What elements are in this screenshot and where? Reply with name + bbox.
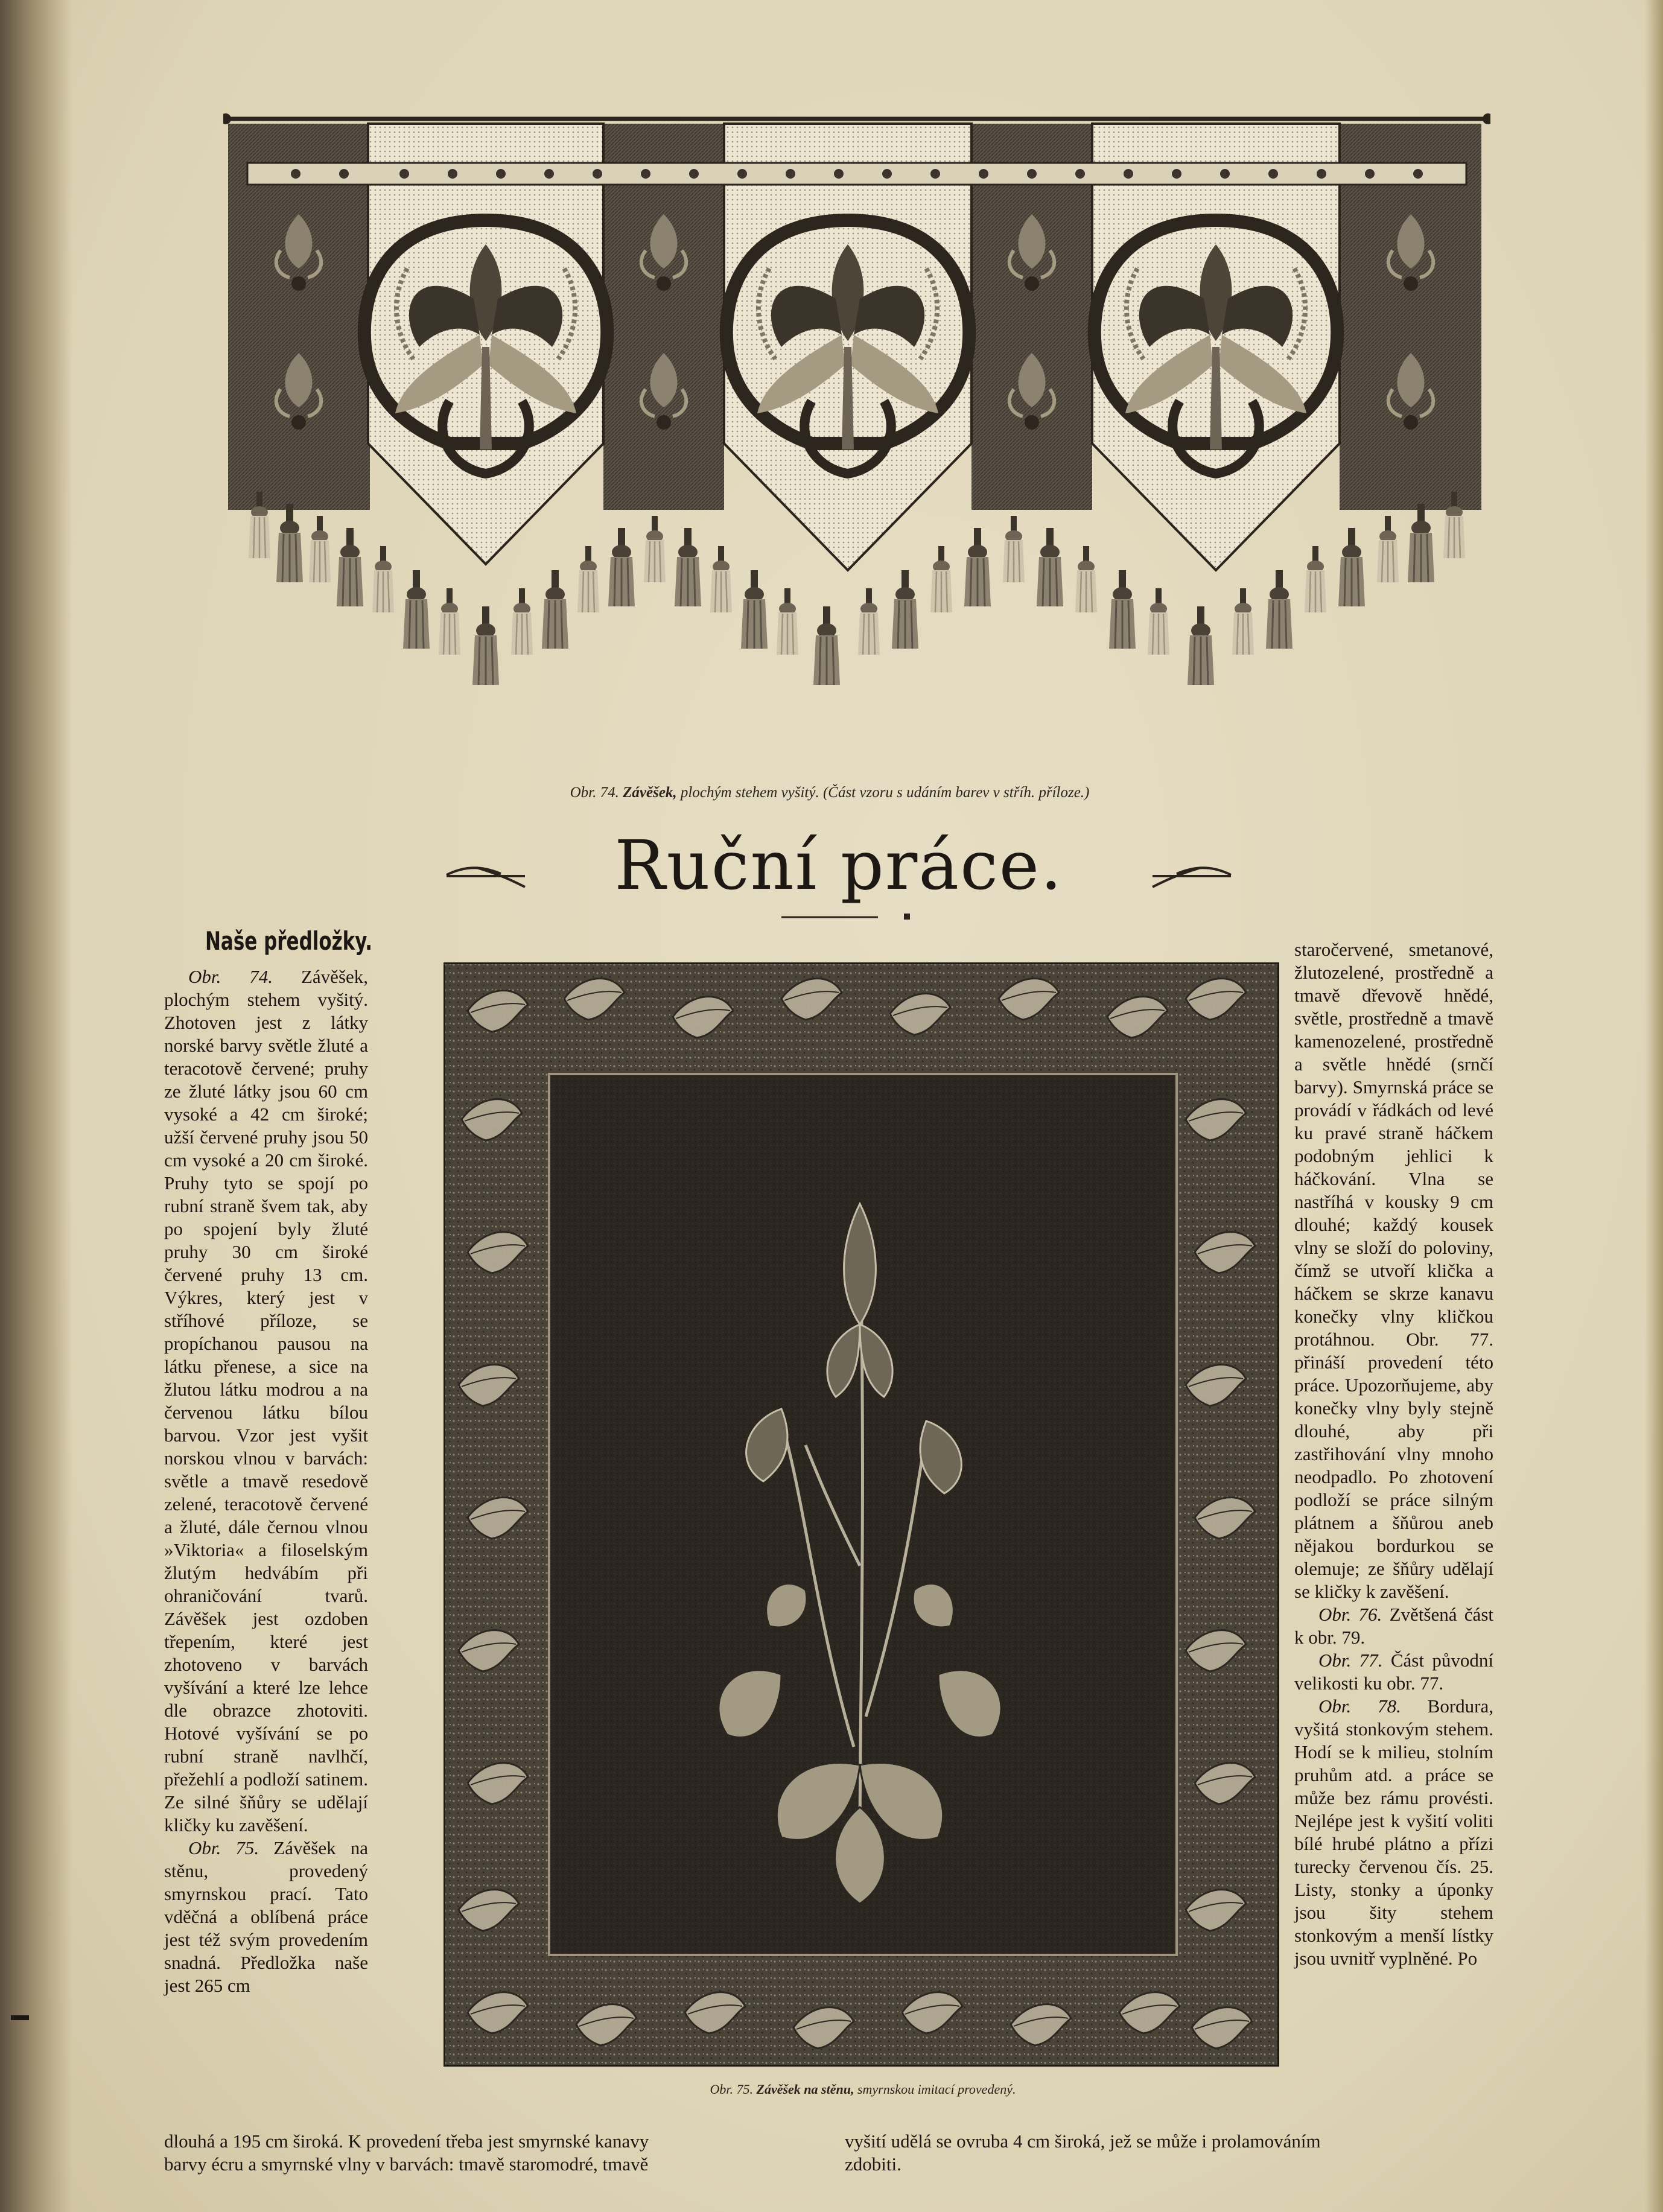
bottom-left-text	[164, 2130, 846, 2176]
left-column	[164, 965, 368, 1997]
continuation-text: staročervené, smetanové, žlutozelené, prostředně a tmavě dřevově hnědé, světle, prostředně a tmavě kamenozelené, prostředně a světle hnědé (srnčí barvy). Smyrnská práce se provádí v řádkách od levé ku pravé straně háčkem podobným jehlici k háčkování. Vlna se nastříhá v kousky 9 cm dlouhé; každý kousek vlny se složí do poloviny, čímž se utvoří klička a háčkem se skrze kanavu konečky vlny kličkou protáhnou. Obr. 77. přináší provedení této práce. Upozorňujeme, aby konečky vlny byly stejně dlouhé, aby při zastřihování vlny mnoho neodpadlo. Po zhotovení podloží se práce silným plátnem a šňůrou aneb nějakou bordurkou se olemuje; ze šňůry udělají se kličky k zavěšení.	[1294, 939, 1493, 1602]
paragraph-obr-76	[1294, 1603, 1493, 1649]
obr-74-label: Obr. 74.	[188, 966, 273, 987]
obr-78-text: Bordura, vyšitá stonkovým stehem. Hodí se k milieu, stolním pruhům atd. a práce se může bez rámu provésti. Nejlépe jest k vyšití voliti bílé hrubé plátno a přízi turecky červenou čís. 25. Listy, stonky a úponky jsou šity stehem stonkovým a menší lístky jsou uvnitř vyplněné. Po	[1294, 1696, 1494, 1969]
paragraph-obr-77	[1294, 1649, 1493, 1695]
bottom-right-text	[845, 2130, 1502, 2176]
figure-75-title: Závěšek na stěnu,	[756, 2082, 854, 2097]
right-column	[1294, 938, 1493, 1970]
figure-74-label: Obr. 74.	[570, 784, 619, 801]
bottom-left-line-1: dlouhá a 195 cm široká. K provedení třeba jest smyrnské kanavy	[164, 2131, 649, 2152]
bottom-right-line-2: zdobiti.	[845, 2153, 901, 2175]
obr-77-text: Část původní velikosti ku obr. 77.	[1294, 1650, 1494, 1694]
figure-75-description: smyrnskou imitací provedený.	[857, 2082, 1016, 2097]
obr-75-label: Obr. 75.	[188, 1837, 259, 1858]
obr-77-label: Obr. 77.	[1318, 1650, 1383, 1671]
figure-74-title: Závěšek,	[623, 784, 677, 801]
obr-78-label: Obr. 78.	[1318, 1696, 1401, 1717]
figure-75-label: Obr. 75.	[710, 2082, 754, 2097]
wall-hanging-illustration	[444, 962, 1279, 2067]
subheading: Naše předložky.	[205, 926, 373, 956]
obr-74-text: Závěšek, plochým stehem vyšitý. Zhotoven jest z látky norské barvy světle žluté a teracotově červené; pruhy ze žluté látky jsou 60 cm vysoké a 42 cm široké; užší červené pruhy jsou 50 cm vysoké a 20 cm široké. Pruhy tyto se spojí po rubní straně švem tak, aby po spojení byly žluté pruhy 30 cm široké červené pruhy 13 cm. Výkres, který jest v stříhové příloze, se propíchanou pausou na látku přenese, a sice na žlutou látku modrou a na červenou látku bílou barvou. Vzor jest vyšit norskou vlnou v barvách: světle a tmavě resedově zelené, teracotově červené a žluté, dále černou vlnou »Viktoria« a filoselským žlutým hedvábím při ohraničování tvarů. Závěšek jest ozdoben třepením, které jest zhotoveno v barvách vyšívání a které lze lehce dle obrazce zhotoviti. Hotové vyšívání se po rubní straně navlhčí, přežehlí a podloží satinem. Ze silné šňůry se udělají kličky ku zavěšení.	[164, 966, 369, 1835]
obr-75-text: Závěšek na stěnu, provedený smyrnskou prací. Tato vděčná a oblíbená práce jest též svým provedením snadná. Předložka naše jest 265 cm	[164, 1837, 369, 1996]
figure-74-description: plochým stehem vyšitý. (Část vzoru s udáním barev v stříh. příloze.)	[680, 784, 1090, 801]
paragraph-continuation	[1294, 938, 1493, 1603]
valance-illustration	[223, 106, 1490, 769]
bottom-right-line-1: vyšití udělá se ovruba 4 cm široká, jež se může i prolamováním	[845, 2131, 1321, 2152]
section-title: Ruční práce.	[614, 827, 1063, 905]
book-gutter	[0, 0, 72, 2212]
paragraph-obr-75	[164, 1837, 368, 1997]
obr-76-text: Zvětšená část k obr. 79.	[1294, 1604, 1493, 1648]
page-edge-shadow	[1645, 0, 1663, 2212]
paragraph-obr-74	[164, 965, 368, 1837]
figure-74-caption	[459, 784, 1201, 801]
obr-76-label: Obr. 76.	[1318, 1604, 1382, 1625]
paragraph-obr-78	[1294, 1695, 1493, 1970]
bottom-left-line-2: barvy écru a smyrnské vlny v barvách: tmavě staromodré, tmavě	[164, 2153, 649, 2175]
margin-mark	[11, 2015, 29, 2020]
figure-75-caption	[561, 2082, 1165, 2097]
